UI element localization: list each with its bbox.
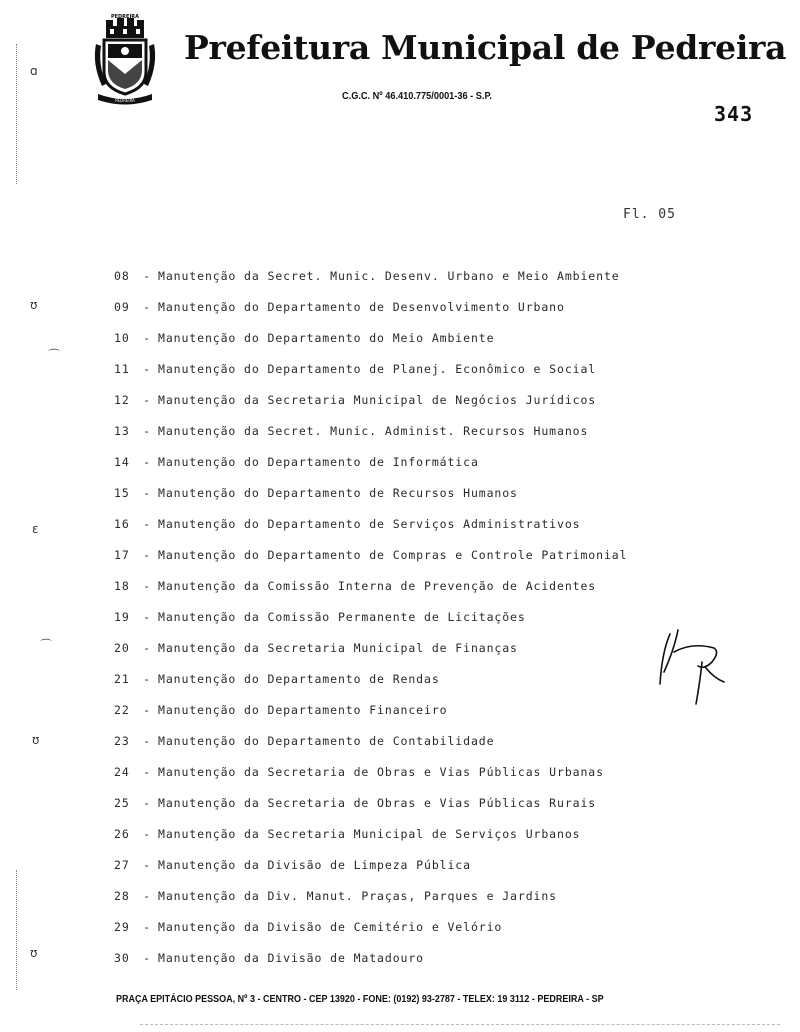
list-item: 26 - Manutenção da Secretaria Municipal de Serviços Urbanos <box>114 824 627 855</box>
item-text: Manutenção da Secretaria de Obras e Vias Públicas Urbanas <box>158 765 604 779</box>
list-item: 19 - Manutenção da Comissão Permanente de Licitações <box>114 607 627 638</box>
item-number: 18 <box>114 579 130 593</box>
item-text: Manutenção da Comissão Permanente de Licitações <box>158 610 526 624</box>
item-number: 17 <box>114 548 130 562</box>
list-item: 08 - Manutenção da Secret. Munic. Desenv. Urbano e Meio Ambiente <box>114 266 627 297</box>
list-item: 28 - Manutenção da Div. Manut. Praças, Parques e Jardins <box>114 886 627 917</box>
item-text: Manutenção do Departamento de Desenvolvimento Urbano <box>158 300 565 314</box>
margin-mark: ʊ <box>32 733 40 747</box>
list-item: 30 - Manutenção da Divisão de Matadouro <box>114 948 627 979</box>
margin-mark: ɛ <box>32 522 39 536</box>
margin-mark: ⌒ <box>40 638 53 652</box>
item-number: 19 <box>114 610 130 624</box>
item-text: Manutenção da Secret. Munic. Desenv. Urbano e Meio Ambiente <box>158 269 620 283</box>
list-item: 15 - Manutenção do Departamento de Recursos Humanos <box>114 483 627 514</box>
item-text: Manutenção do Departamento de Compras e Controle Patrimonial <box>158 548 628 562</box>
item-text: Manutenção da Divisão de Matadouro <box>158 951 425 965</box>
item-number: 10 <box>114 331 130 345</box>
item-number: 20 <box>114 641 130 655</box>
item-number: 14 <box>114 455 130 469</box>
list-item: 12 - Manutenção da Secretaria Municipal de Negócios Jurídicos <box>114 390 627 421</box>
item-number: 15 <box>114 486 130 500</box>
list-item: 27 - Manutenção da Divisão de Limpeza Pública <box>114 855 627 886</box>
list-item: 13 - Manutenção da Secret. Munic. Administ. Recursos Humanos <box>114 421 627 452</box>
coat-of-arms-logo <box>92 14 158 106</box>
list-item: 25 - Manutenção da Secretaria de Obras e Vias Públicas Rurais <box>114 793 627 824</box>
list-item: 20 - Manutenção da Secretaria Municipal de Finanças <box>114 638 627 669</box>
item-number: 16 <box>114 517 130 531</box>
list-item: 10 - Manutenção do Departamento do Meio Ambiente <box>114 328 627 359</box>
item-text: Manutenção da Divisão de Cemitério e Velório <box>158 920 503 934</box>
item-text: Manutenção do Departamento de Contabilidade <box>158 734 495 748</box>
item-list <box>114 266 627 979</box>
item-number: 13 <box>114 424 130 438</box>
list-item: 29 - Manutenção da Divisão de Cemitério e Velório <box>114 917 627 948</box>
item-number: 08 <box>114 269 130 283</box>
list-item: 23 - Manutenção do Departamento de Contabilidade <box>114 731 627 762</box>
item-number: 12 <box>114 393 130 407</box>
item-text: Manutenção da Secret. Munic. Administ. Recursos Humanos <box>158 424 589 438</box>
divider <box>140 1024 780 1025</box>
item-text: Manutenção da Divisão de Limpeza Pública <box>158 858 471 872</box>
list-item: 18 - Manutenção da Comissão Interna de Prevenção de Acidentes <box>114 576 627 607</box>
item-number: 23 <box>114 734 130 748</box>
list-item: 14 - Manutenção do Departamento de Informática <box>114 452 627 483</box>
list-item: 09 - Manutenção do Departamento de Desenvolvimento Urbano <box>114 297 627 328</box>
item-text: Manutenção da Secretaria de Obras e Vias Públicas Rurais <box>158 796 597 810</box>
item-number: 11 <box>114 362 130 376</box>
item-number: 26 <box>114 827 130 841</box>
item-text: Manutenção do Departamento de Informática <box>158 455 479 469</box>
item-text: Manutenção do Departamento Financeiro <box>158 703 448 717</box>
margin-mark: ʊ <box>30 946 38 960</box>
item-text: Manutenção do Departamento de Rendas <box>158 672 440 686</box>
scan-artifact <box>16 870 19 990</box>
crest-motto: PEDREIRA <box>115 98 135 103</box>
item-number: 25 <box>114 796 130 810</box>
margin-mark: ɑ <box>30 64 38 78</box>
crest-name: PEDREIRA <box>110 14 140 20</box>
list-item: 16 - Manutenção do Departamento de Serviços Administrativos <box>114 514 627 545</box>
item-text: Manutenção da Div. Manut. Praças, Parques e Jardins <box>158 889 558 903</box>
scan-artifact <box>16 44 19 184</box>
item-number: 30 <box>114 951 130 965</box>
item-text: Manutenção da Secretaria Municipal de Negócios Jurídicos <box>158 393 597 407</box>
folio-number: Fl. 05 <box>623 207 676 222</box>
item-number: 27 <box>114 858 130 872</box>
item-number: 22 <box>114 703 130 717</box>
list-item: 11 - Manutenção do Departamento de Planej. Econômico e Social <box>114 359 627 390</box>
margin-mark: ʊ <box>30 298 38 312</box>
item-text: Manutenção da Comissão Interna de Prevenção de Acidentes <box>158 579 597 593</box>
item-number: 29 <box>114 920 130 934</box>
item-text: Manutenção da Secretaria Municipal de Finanças <box>158 641 518 655</box>
margin-mark: ⌒ <box>48 348 61 362</box>
item-text: Manutenção do Departamento do Meio Ambiente <box>158 331 495 345</box>
handwritten-signature <box>652 622 742 712</box>
list-item: 21 - Manutenção do Departamento de Rendas <box>114 669 627 700</box>
list-item: 17 - Manutenção do Departamento de Compras e Controle Patrimonial <box>114 545 627 576</box>
item-text: Manutenção da Secretaria Municipal de Serviços Urbanos <box>158 827 581 841</box>
item-number: 24 <box>114 765 130 779</box>
list-item: 24 - Manutenção da Secretaria de Obras e Vias Públicas Urbanas <box>114 762 627 793</box>
footer-address: PRAÇA EPITÁCIO PESSOA, Nº 3 - CENTRO - CEP 13920 - FONE: (0192) 93-2787 - TELEX: 19 3112 - PEDREIRA - SP <box>116 994 604 1005</box>
list-item: 22 - Manutenção do Departamento Financeiro <box>114 700 627 731</box>
page-number: 343 <box>714 102 754 126</box>
item-text: Manutenção do Departamento de Serviços Administrativos <box>158 517 581 531</box>
item-number: 21 <box>114 672 130 686</box>
item-text: Manutenção do Departamento de Recursos Humanos <box>158 486 518 500</box>
item-number: 28 <box>114 889 130 903</box>
page-title: Prefeitura Municipal de Pedreira <box>184 28 787 67</box>
item-text: Manutenção do Departamento de Planej. Econômico e Social <box>158 362 597 376</box>
cgc-registration: C.G.C. Nº 46.410.775/0001-36 - S.P. <box>342 91 492 102</box>
item-number: 09 <box>114 300 130 314</box>
